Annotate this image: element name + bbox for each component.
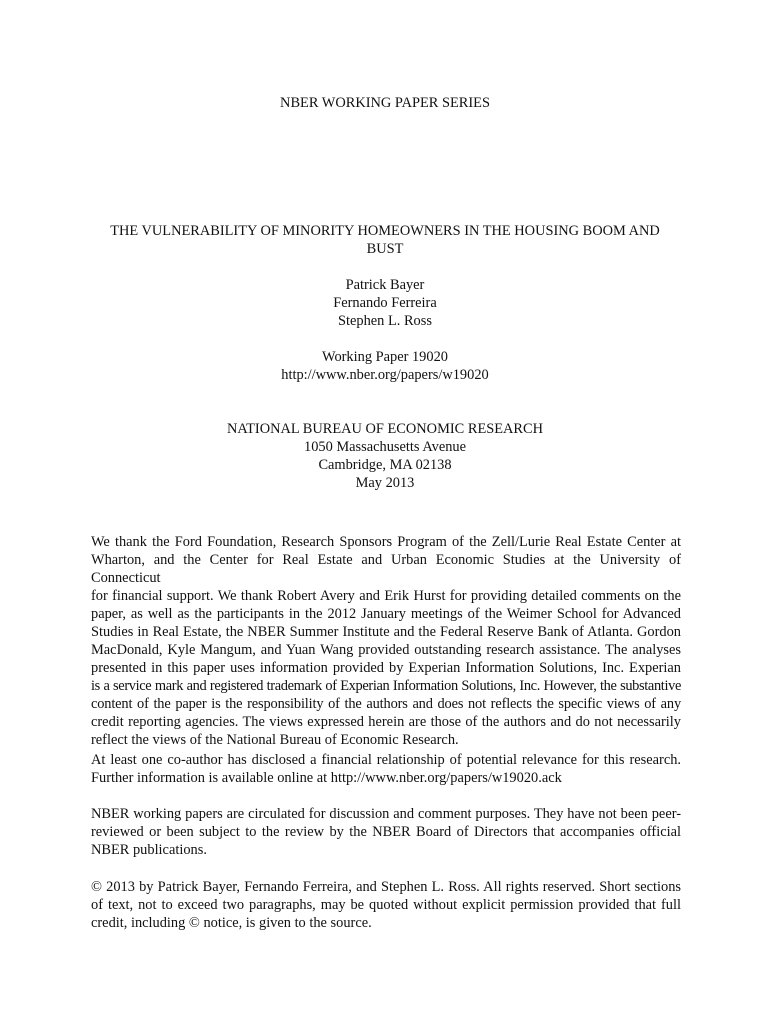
paragraph-line: of text, not to exceed two paragraphs, may be quoted without explicit permission provided that full	[91, 897, 681, 913]
author-name: Fernando Ferreira	[333, 295, 437, 311]
disclosure-paragraph	[91, 751, 681, 787]
paragraph-line: presented in this paper uses information provided by Experian Information Solutions, Inc. Experian	[91, 660, 681, 676]
institution-name: NATIONAL BUREAU OF ECONOMIC RESEARCH	[226, 421, 544, 437]
paragraph-line: At least one co-author has disclosed a financial relationship of potential relevance for this research.	[91, 752, 681, 768]
institution-city: Cambridge, MA 02138	[318, 457, 452, 473]
author-name: Patrick Bayer	[345, 277, 425, 293]
copyright-paragraph	[91, 878, 681, 932]
paragraph-line: Studies in Real Estate, the NBER Summer Institute and the Federal Reserve Bank of Atlanta. Gordon	[91, 624, 681, 640]
paragraph-line: reviewed or been subject to the review by the NBER Board of Directors that accompanies official	[91, 824, 681, 840]
paragraph-line: Wharton, and the Center for Real Estate and Urban Economic Studies at the University of Connecticut	[91, 552, 681, 586]
paragraph-line: credit reporting agencies. The views expressed herein are those of the authors and do not necessarily	[91, 714, 681, 730]
author-name: Stephen L. Ross	[338, 313, 432, 329]
circulation-paragraph	[91, 805, 681, 859]
paragraph-line: content of the paper is the responsibility of the authors and does not reflects the specific views of any	[91, 696, 681, 712]
paragraph-line: © 2013 by Patrick Bayer, Fernando Ferreira, and Stephen L. Ross. All rights reserved. Short sections	[91, 879, 681, 895]
paragraph-line: for financial support. We thank Robert Avery and Erik Hurst for providing detailed comments on the	[91, 588, 681, 604]
working-paper-number: Working Paper 19020	[322, 349, 448, 365]
paragraph-line: credit, including © notice, is given to the source.	[91, 915, 372, 931]
paragraph-line: NBER working papers are circulated for discussion and comment purposes. They have not been peer-	[91, 806, 681, 822]
paragraph-line: reflect the views of the National Bureau of Economic Research.	[91, 732, 459, 748]
paragraph-line: is a service mark and registered trademark of Experian Information Solutions, Inc. However, the substantive	[91, 678, 681, 694]
paragraph-line: paper, as well as the participants in the 2012 January meetings of the Weimer School for Advanced	[91, 606, 681, 622]
publication-date: May 2013	[355, 475, 415, 491]
author-list	[0, 276, 770, 330]
acknowledgement-paragraph	[91, 533, 681, 749]
paper-url: http://www.nber.org/papers/w19020	[281, 367, 489, 383]
paper-title: THE VULNERABILITY OF MINORITY HOMEOWNERS IN THE HOUSING BOOM AND BUST	[110, 223, 660, 257]
paragraph-line: MacDonald, Kyle Mangum, and Yuan Wang provided outstanding research assistance. The analyses	[91, 642, 681, 658]
institution-block	[0, 420, 770, 492]
paragraph-line: Further information is available online at http://www.nber.org/papers/w19020.ack	[91, 770, 562, 786]
working-paper-info	[0, 348, 770, 384]
institution-street: 1050 Massachusetts Avenue	[304, 439, 466, 455]
paragraph-line: We thank the Ford Foundation, Research Sponsors Program of the Zell/Lurie Real Estate Center at	[91, 534, 681, 550]
series-heading: NBER WORKING PAPER SERIES	[280, 95, 490, 111]
paragraph-line: NBER publications.	[91, 842, 207, 858]
